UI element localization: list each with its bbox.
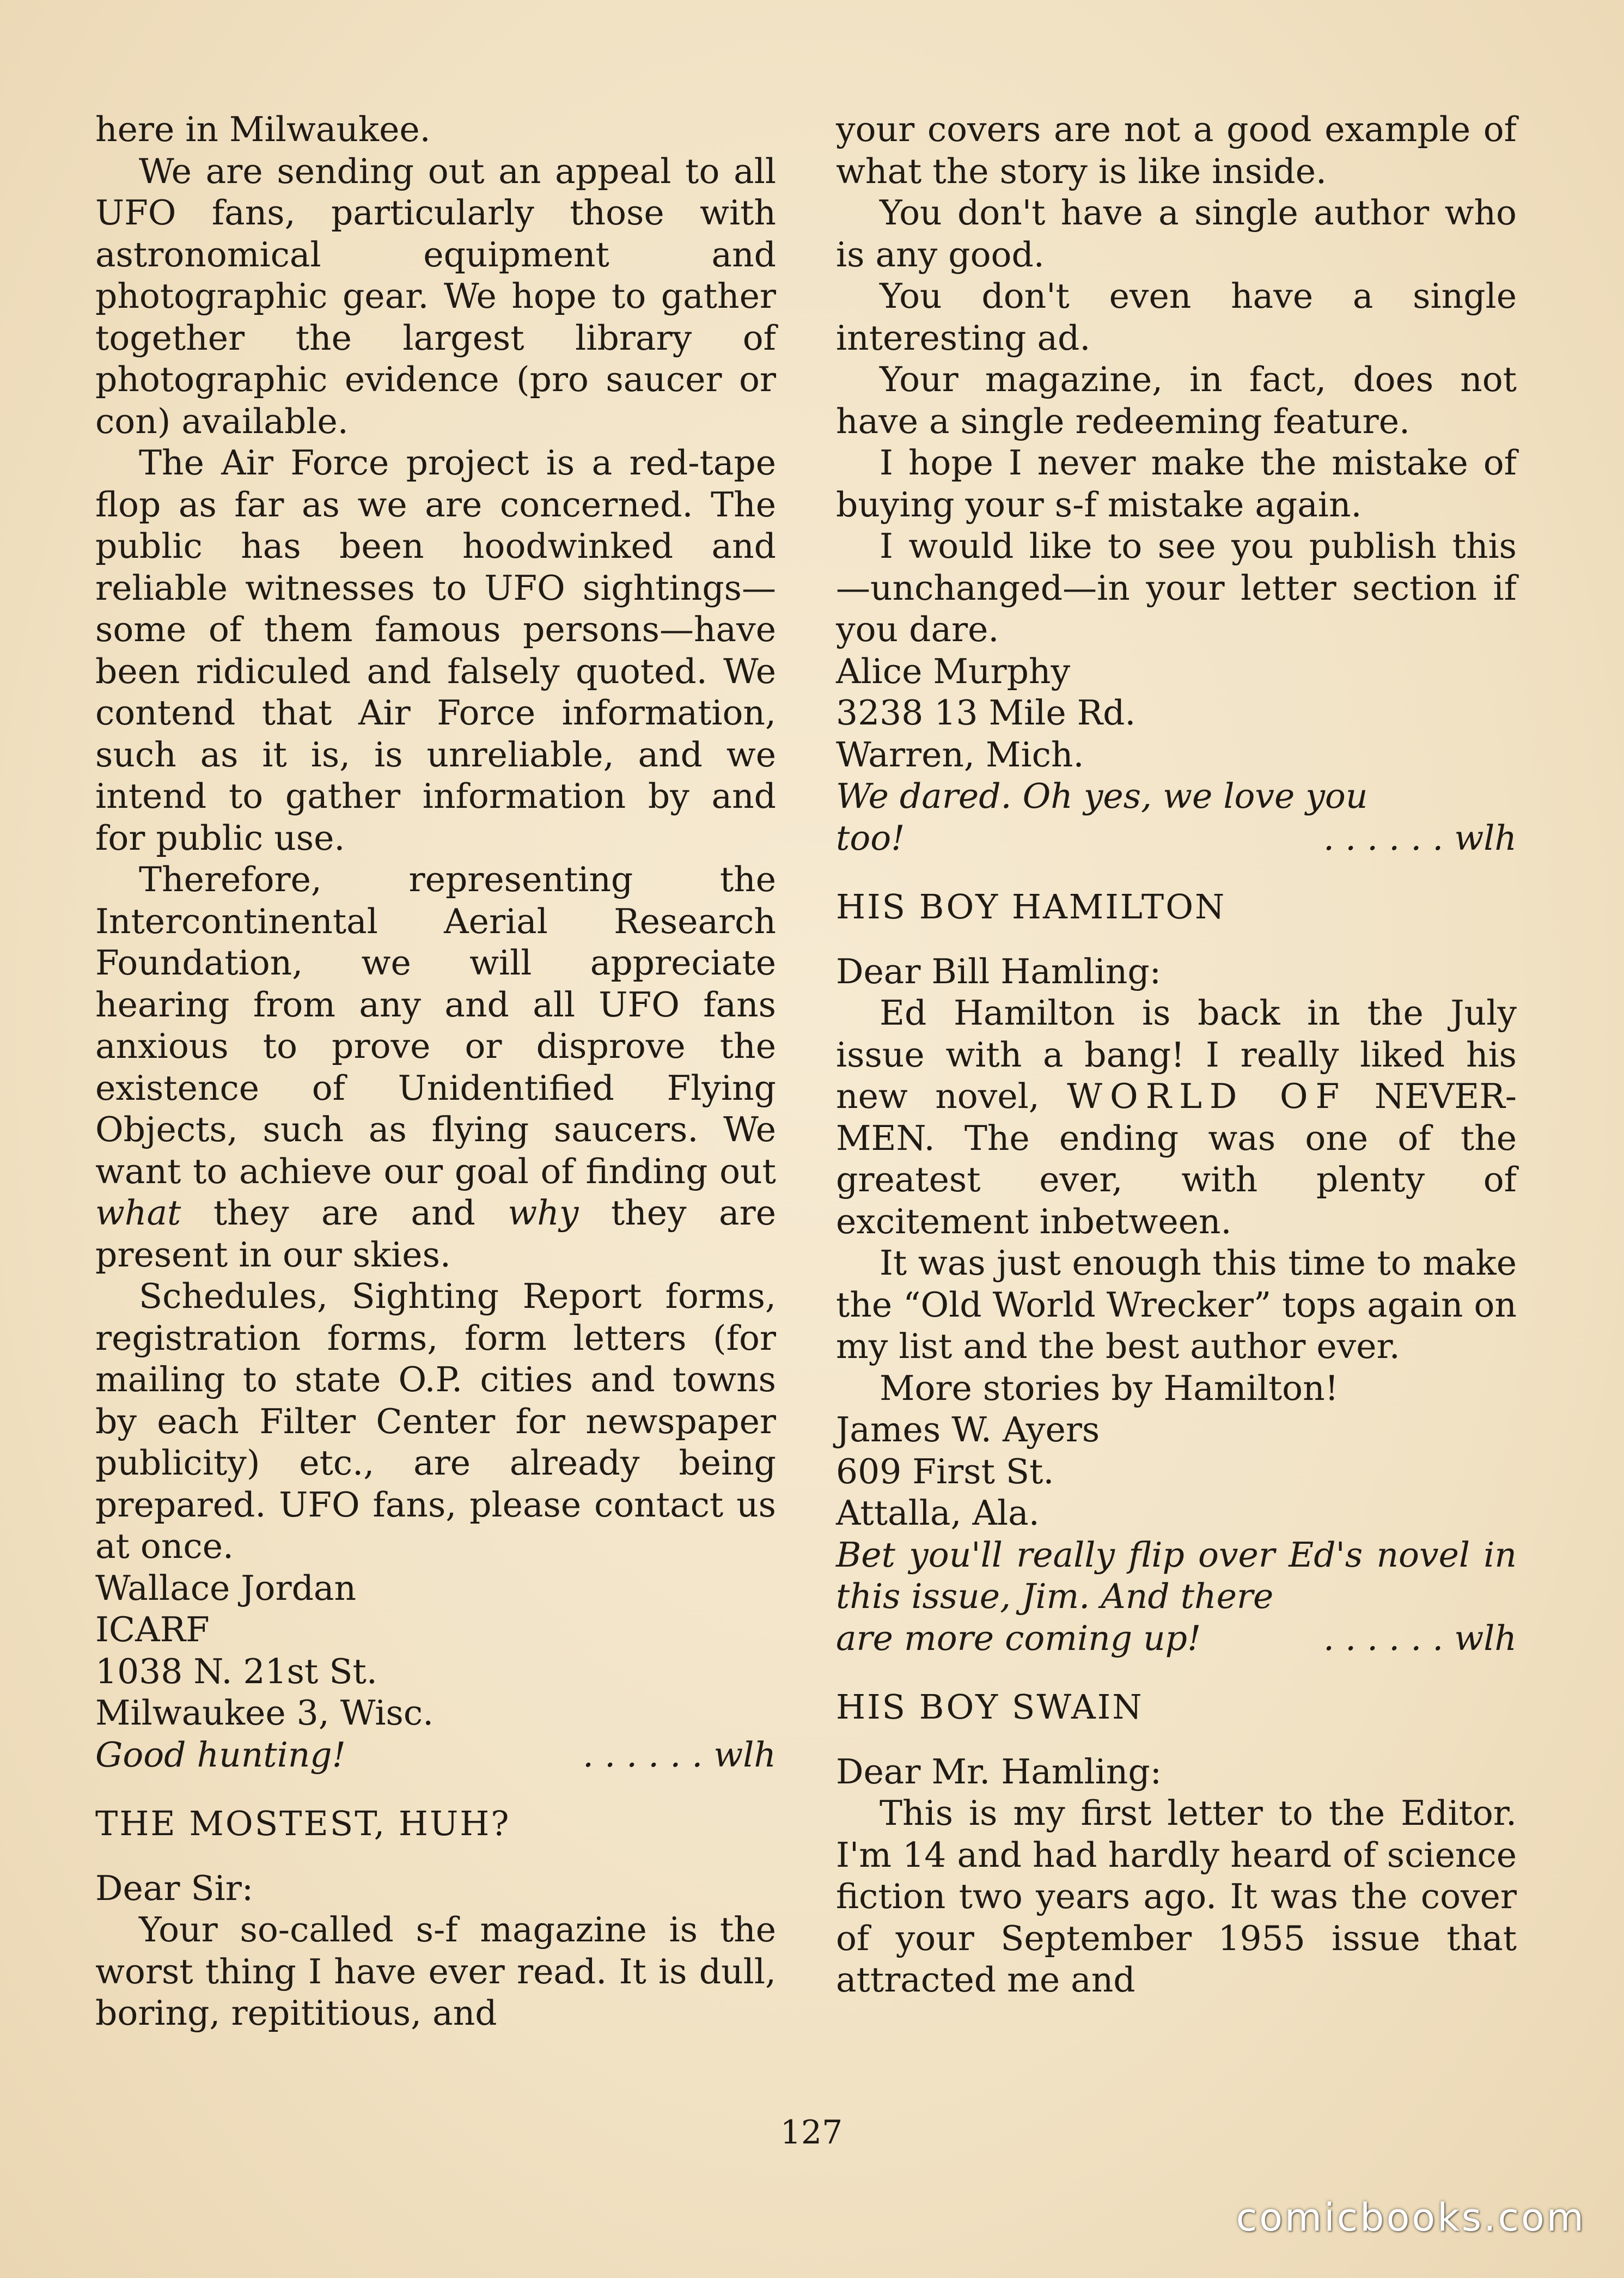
page-number: 127 [780, 2113, 843, 2152]
letter-paragraph [836, 992, 1517, 1242]
editor-reply-end [836, 1618, 1517, 1660]
signature-city: Attalla, Ala. [836, 1493, 1040, 1533]
signature-address: 1038 N. 21st St. [95, 1651, 377, 1691]
letter-paragraph [95, 859, 776, 1276]
letter-heading: HIS BOY SWAIN [836, 1687, 1144, 1727]
editor-reply: Bet you'll really flip over Ed's novel in this issue, Jim. And there [836, 1534, 1517, 1616]
letter-heading: HIS BOY HAMILTON [836, 887, 1226, 927]
text-run: Ed Hamilton is back in the July issue with a bang! I really liked his new novel, [836, 993, 1517, 1116]
letter-paragraph: I hope I never make the mistake of buying your s-f mistake again. [836, 443, 1517, 525]
salutation: Dear Mr. Hamling: [836, 1751, 1162, 1792]
novel-title: NEVER-MEN [836, 1076, 1517, 1158]
editor-reply-end [836, 818, 1517, 860]
letter-paragraph: Your magazine, in fact, does not have a single redeeming feature. [836, 360, 1517, 441]
editor-reply [95, 1734, 776, 1776]
text-run: they are and [181, 1193, 508, 1233]
reply-text: are more coming up! [836, 1618, 1201, 1658]
emphasis-what: what [95, 1193, 181, 1233]
letter-paragraph: It was just enough this time to make the “Old World Wrecker” tops again on my list and the best author ever. [836, 1243, 1517, 1366]
letter-paragraph: Your so-called s-f magazine is the worst thing I have ever read. It is dull, boring, repititious, and [95, 1910, 776, 2033]
editor-reply: We dared. Oh yes, we love you [836, 776, 1368, 816]
emphasis-why: why [508, 1193, 579, 1233]
salutation: Dear Bill Hamling: [836, 951, 1161, 991]
signature-name: Wallace Jordan [95, 1568, 357, 1608]
text-run: they are present in our skies. [95, 1193, 776, 1275]
letter-paragraph: We are sending out an appeal to all UFO fans, particularly those with astronomical equipment and photographic gear. We hope to gather together the largest library of photographic evidence (pro saucer or con) available. [95, 151, 776, 441]
letter-paragraph: This is my first letter to the Editor. I'm 14 and had hardly heard of science fiction two years ago. It was the cover of your September 1955 issue that attracted me and [836, 1793, 1517, 2000]
left-column [95, 109, 776, 2035]
signature-name: James W. Ayers [836, 1410, 1100, 1449]
text-run: . The ending was one of the greatest ever, with plenty of excitement inbetween. [836, 1118, 1517, 1241]
letter-paragraph: You don't have a single author who is any good. [836, 193, 1517, 275]
letter-paragraph: More stories by Hamilton! [880, 1368, 1339, 1408]
signature-name: Alice Murphy [836, 651, 1071, 691]
reply-text: too! [836, 818, 905, 858]
signature-address: 3238 13 Mile Rd. [836, 693, 1136, 733]
signature-org: ICARF [95, 1610, 210, 1649]
letter-paragraph: your covers are not a good example of what the story is like inside. [836, 109, 1517, 191]
salutation: Dear Sir: [95, 1868, 254, 1908]
signature-city: Warren, Mich. [836, 734, 1084, 775]
letter-paragraph: here in Milwaukee. [95, 109, 431, 149]
novel-title: WORLD OF [1067, 1076, 1347, 1116]
letter-heading: THE MOSTEST, HUH? [95, 1804, 511, 1843]
letter-paragraph: You don't even have a single interesting ad. [836, 276, 1517, 358]
reply-signoff: . . . . . . wlh [1323, 1618, 1517, 1658]
letter-paragraph: The Air Force project is a red-tape flop as far as we are concerned. The public has been hoodwinked and reliable witnesses to UFO sightings—some of them famous persons—have been ridiculed and falsely quoted. We contend that Air Force information, such as it is, is unreliable, and we intend to gather information by and for public use. [95, 443, 776, 858]
letter-paragraph: I would like to see you publish this—unchanged—in your letter section if you dare. [836, 526, 1517, 649]
signature-city: Milwaukee 3, Wisc. [95, 1693, 434, 1733]
reply-text: Good hunting! [95, 1734, 346, 1775]
reply-signoff: . . . . . . wlh [583, 1734, 776, 1775]
signature-address: 609 First St. [836, 1451, 1054, 1491]
letter-paragraph: Schedules, Sighting Report forms, registration forms, form letters (for mailing to state O.P. cities and towns by each Filter Center for newspaper publicity) etc., are already being prepared. UFO fans, please contact us at once. [95, 1276, 776, 1566]
reply-signoff: . . . . . . wlh [1323, 818, 1517, 858]
text-run: Therefore, representing the Intercontinental Aerial Research Foundation, we will appreciate hearing from any and all UFO fans anxious to prove or disprove the existence of Unidentified Flying Objects, such as flying saucers. We want to achieve our goal of finding out [95, 860, 776, 1191]
right-column [836, 109, 1517, 2001]
watermark-logo: comicbooks.com [1236, 2195, 1586, 2240]
